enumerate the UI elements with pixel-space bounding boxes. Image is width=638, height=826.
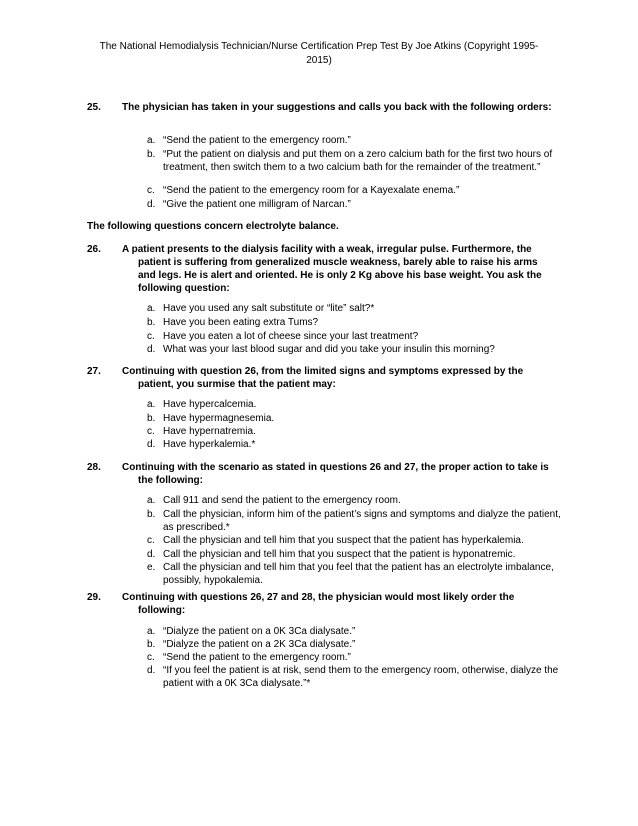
question-number: 27. (87, 366, 101, 377)
option-letter: a. (147, 626, 156, 637)
option-text: Have hypercalcemia. (163, 399, 257, 410)
option-d (147, 198, 567, 211)
option-d (147, 438, 567, 451)
option-letter: c. (147, 185, 155, 196)
option-text: “Send the patient to the emergency room for a Kayexalate enema.” (163, 185, 460, 196)
question-number: 29. (87, 592, 101, 603)
option-text: “Give the patient one milligram of Narcan.” (163, 199, 351, 210)
header-line-2: 2015) (306, 55, 332, 66)
option-text: Have hypernatremia. (163, 426, 256, 437)
option-b (147, 316, 567, 329)
option-text: “Dialyze the patient on a 0K 3Ca dialysate.” (163, 626, 356, 637)
question-text: Continuing with the scenario as stated in questions 26 and 27, the proper action to take is the following: (122, 462, 549, 486)
option-c (147, 330, 567, 343)
option-letter: b. (147, 639, 156, 650)
option-text: “Send the patient to the emergency room.” (163, 135, 351, 146)
option-b (147, 148, 567, 174)
option-letter: d. (147, 549, 156, 560)
header-line-1: The National Hemodialysis Technician/Nurse Certification Prep Test By Joe Atkins (Copyright 1995- (99, 41, 539, 52)
option-d (147, 548, 567, 561)
option-b (147, 508, 567, 534)
option-text: “Put the patient on dialysis and put them on a zero calcium bath for the first two hours of treatment, then switch them to a two calcium bath for the remainder of the treatment.” (163, 149, 553, 173)
option-c (147, 184, 567, 197)
option-text: Have hyperkalemia.* (163, 439, 256, 450)
option-text: Call the physician and tell him that you feel that the patient has an electrolyte imbalance, possibly, hypokalemia. (163, 562, 554, 586)
option-letter: a. (147, 135, 156, 146)
option-b (147, 638, 567, 651)
option-letter: b. (147, 413, 156, 424)
option-b (147, 412, 567, 425)
option-text: “If you feel the patient is at risk, send them to the emergency room, otherwise, dialyze the patient with a 0K 3Ca dialysate.”* (163, 665, 559, 689)
option-letter: d. (147, 665, 156, 676)
option-text: Call the physician, inform him of the patient’s signs and symptoms and dialyze the patient, as prescribed.* (163, 509, 561, 533)
option-letter: b. (147, 509, 156, 520)
option-letter: b. (147, 149, 156, 160)
option-letter: c. (147, 331, 155, 342)
section-heading: The following questions concern electrolyte balance. (87, 221, 339, 232)
option-letter: e. (147, 562, 156, 573)
option-text: Have hypermagnesemia. (163, 413, 275, 424)
question-text: Continuing with question 26, from the limited signs and symptoms expressed by the patient, you surmise that the patient may: (122, 366, 524, 390)
option-letter: d. (147, 344, 156, 355)
question-number: 28. (87, 462, 101, 473)
option-a (147, 134, 567, 147)
option-e (147, 561, 567, 587)
option-letter: d. (147, 439, 156, 450)
option-text: Call the physician and tell him that you suspect that the patient is hyponatremic. (163, 549, 516, 560)
option-a (147, 302, 567, 315)
option-text: Have you used any salt substitute or “lite” salt?* (163, 303, 375, 314)
option-letter: c. (147, 652, 155, 663)
option-text: Have you been eating extra Tums? (163, 317, 319, 328)
question-text: The physician has taken in your suggestions and calls you back with the following orders: (122, 102, 552, 113)
option-text: “Send the patient to the emergency room.” (163, 652, 351, 663)
option-text: “Dialyze the patient on a 2K 3Ca dialysate.” (163, 639, 356, 650)
option-text: Have you eaten a lot of cheese since your last treatment? (163, 331, 419, 342)
option-letter: c. (147, 426, 155, 437)
option-text: Call the physician and tell him that you suspect that the patient has hyperkalemia. (163, 535, 524, 546)
option-letter: a. (147, 495, 156, 506)
option-a (147, 398, 567, 411)
option-d (147, 343, 567, 356)
question-text: Continuing with questions 26, 27 and 28, the physician would most likely order the following: (122, 592, 515, 616)
option-letter: b. (147, 317, 156, 328)
option-text: Call 911 and send the patient to the emergency room. (163, 495, 401, 506)
option-letter: c. (147, 535, 155, 546)
option-c (147, 651, 567, 664)
option-a (147, 494, 567, 507)
page-header (70, 40, 568, 68)
option-letter: a. (147, 399, 156, 410)
option-c (147, 425, 567, 438)
question-number: 26. (87, 244, 101, 255)
question-text: A patient presents to the dialysis facility with a weak, irregular pulse. Furthermore, the patient is suffering from generalized muscle weakness, barely able to raise his arms and legs. He is alert and oriented. He is only 2 Kg above his base weight. You ask the following question: (122, 244, 542, 294)
option-d (147, 664, 567, 690)
option-a (147, 625, 567, 638)
question-number: 25. (87, 102, 101, 113)
option-c (147, 534, 567, 547)
option-letter: d. (147, 199, 156, 210)
option-letter: a. (147, 303, 156, 314)
option-text: What was your last blood sugar and did you take your insulin this morning? (163, 344, 495, 355)
